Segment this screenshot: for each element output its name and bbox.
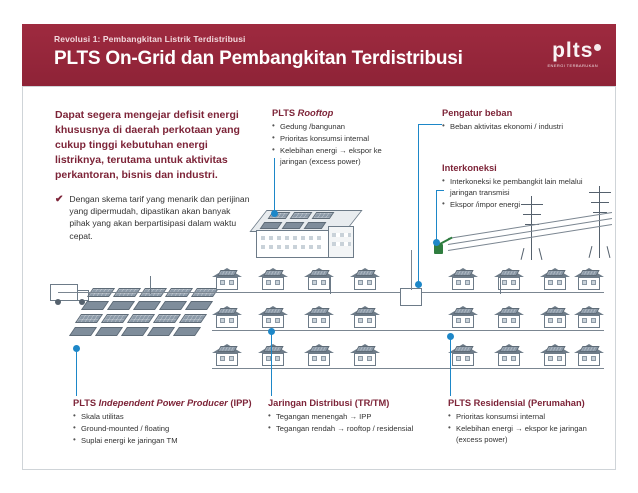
house-window: [591, 356, 596, 361]
leader-line-pengatur-beban-h: [418, 124, 442, 125]
leader-line-interkoneksi: [436, 190, 437, 242]
solar-panel: [263, 308, 283, 314]
callout-title: PLTS Residensial (Perumahan): [448, 398, 585, 408]
solar-panel: [81, 301, 109, 310]
solar-panel: [579, 346, 599, 352]
solar-panel: [499, 308, 519, 314]
house-window: [358, 356, 363, 361]
tower-crossarm: [591, 202, 609, 203]
house-window: [548, 280, 553, 285]
house-window: [321, 280, 326, 285]
tower-leg: [589, 246, 593, 258]
solar-panel: [185, 301, 213, 310]
house-unit: [258, 344, 288, 370]
list-item: • Kelebihan energi → ekspor ke jaringan (excess power): [272, 145, 402, 167]
solar-panel: [579, 308, 599, 314]
callout-plts-residensial: [448, 398, 614, 446]
house-window: [591, 280, 596, 285]
house-unit: [540, 268, 570, 294]
leader-line-residensial: [450, 336, 451, 396]
list-item: • Prioritas konsumsi internal: [272, 133, 402, 144]
house-window: [220, 318, 225, 323]
house-window: [502, 356, 507, 361]
house-unit: [494, 344, 524, 370]
solar-panel: [121, 327, 149, 336]
solar-panel: [159, 301, 187, 310]
intro-check-text: Dengan skema tarif yang menarik dan perijinan yang dipermudah, dipastikan akan banyak pihak yang akan berpartisipasi dalam waktu cepat.: [69, 193, 250, 241]
callout-title-italic: Rooftop: [297, 108, 334, 118]
utility-pole: [500, 276, 501, 294]
house-window: [358, 280, 363, 285]
house-window: [220, 280, 225, 285]
solar-panel: [217, 270, 237, 276]
solar-panel: [453, 270, 473, 276]
solar-panel: [133, 301, 161, 310]
solar-panel: [355, 308, 375, 314]
solar-panel: [101, 314, 129, 323]
house-unit: [540, 344, 570, 370]
list-item: • Tegangan rendah → rooftop / residensial: [268, 423, 438, 434]
solar-panel: [217, 346, 237, 352]
logo-wordmark: plts: [552, 39, 594, 62]
leader-dot-residensial: [447, 333, 454, 340]
callout-list: [442, 176, 592, 210]
house-window: [502, 280, 507, 285]
house-unit: [574, 344, 604, 370]
tower-mast: [599, 186, 600, 258]
house-unit: [304, 306, 334, 332]
house-unit: [574, 306, 604, 332]
callout-pengatur-beban: [442, 108, 592, 133]
tower-mast: [531, 196, 532, 260]
list-item: • Ground-mounted / floating: [73, 423, 243, 434]
callout-title: Jaringan Distribusi (TR/TM): [268, 398, 390, 408]
leader-dot-jaringan: [268, 328, 275, 335]
house-window: [456, 318, 461, 323]
callout-title-plain: PLTS: [272, 108, 298, 118]
utility-pole: [150, 276, 151, 294]
house-window: [275, 356, 280, 361]
solar-panel: [263, 270, 283, 276]
house-window: [312, 318, 317, 323]
house-window: [548, 318, 553, 323]
house-unit: [448, 344, 478, 370]
callout-list: [442, 121, 592, 132]
house-window: [557, 318, 562, 323]
list-item: • Beban aktivitas ekonomi / industri: [442, 121, 592, 132]
house-window: [456, 356, 461, 361]
solar-panel: [453, 308, 473, 314]
house-unit: [258, 268, 288, 294]
house-window: [591, 318, 596, 323]
house-window: [465, 318, 470, 323]
tower-crossarm: [523, 214, 541, 215]
solar-panel: [355, 270, 375, 276]
leader-dot-rooftop: [271, 210, 278, 217]
callout-title: [73, 398, 252, 408]
house-window: [229, 356, 234, 361]
house-window: [502, 318, 507, 323]
house-window: [456, 280, 461, 285]
callout-title-italic: Independent Power Producer: [98, 398, 228, 408]
house-window: [582, 280, 587, 285]
callout-title: Interkoneksi: [442, 163, 497, 173]
callout-title-tail: (IPP): [227, 398, 252, 408]
house-window: [511, 356, 516, 361]
house-unit: [212, 268, 242, 294]
tower-leg: [521, 248, 525, 260]
solar-panel: [545, 346, 565, 352]
solar-panel: [545, 270, 565, 276]
house-window: [465, 356, 470, 361]
house-unit: [448, 306, 478, 332]
leader-line-rooftop: [274, 158, 275, 214]
leader-dot-pengatur-beban: [415, 281, 422, 288]
house-window: [229, 318, 234, 323]
substation-riser: [411, 250, 412, 290]
callout-list: [448, 411, 614, 445]
house-window: [266, 318, 271, 323]
solar-panel: [75, 314, 103, 323]
list-item: • Tegangan menengah → IPP: [268, 411, 438, 422]
callout-plts-ipp: [73, 398, 252, 447]
intro-text-block: [55, 108, 251, 242]
tower-crossarm: [521, 204, 543, 205]
house-window: [312, 280, 317, 285]
house-window: [557, 280, 562, 285]
solar-panel: [107, 301, 135, 310]
house-window: [367, 318, 372, 323]
solar-panel: [355, 346, 375, 352]
solar-panel: [309, 346, 329, 352]
house-unit: [212, 306, 242, 332]
solar-panel: [309, 308, 329, 314]
house-window: [367, 356, 372, 361]
solar-panel: [127, 314, 155, 323]
house-window: [582, 318, 587, 323]
house-window: [321, 356, 326, 361]
list-item: • Suplai energi ke jaringan TM: [73, 435, 243, 446]
house-unit: [494, 306, 524, 332]
check-icon: ✔: [55, 193, 64, 205]
house-unit: [574, 268, 604, 294]
tower-leg: [607, 246, 611, 258]
solar-panel: [499, 346, 519, 352]
solar-panel: [95, 327, 123, 336]
house-unit: [212, 344, 242, 370]
building-facade: [256, 230, 330, 258]
solar-panel: [179, 314, 207, 323]
tower-leg: [539, 248, 543, 260]
solar-panel: [309, 270, 329, 276]
list-item: • Skala utilitas: [73, 411, 243, 422]
house-window: [321, 318, 326, 323]
house-window: [358, 318, 363, 323]
page-title: PLTS On-Grid dan Pembangkitan Terdistribusi: [54, 48, 463, 69]
house-window: [275, 280, 280, 285]
solar-panel: [499, 270, 519, 276]
solar-panel: [453, 346, 473, 352]
brand-logo: [547, 40, 598, 68]
list-item: • Prioritas konsumsi internal: [448, 411, 614, 422]
house-window: [548, 356, 553, 361]
callout-list: [268, 411, 438, 434]
house-unit: [304, 344, 334, 370]
house-unit: [448, 268, 478, 294]
house-unit: [350, 306, 380, 332]
leader-line-ipp: [76, 348, 77, 396]
house-window: [312, 356, 317, 361]
logo-tagline: ENERGI TERBARUKAN: [547, 63, 598, 68]
callout-list: [272, 121, 402, 167]
house-window: [229, 280, 234, 285]
house-unit: [540, 306, 570, 332]
solar-panel: [69, 327, 97, 336]
leader-line-jaringan: [271, 332, 272, 396]
callout-jaringan-distribusi: [268, 398, 438, 435]
house-unit: [494, 268, 524, 294]
solar-panel: [579, 270, 599, 276]
house-window: [275, 318, 280, 323]
solar-panel: [153, 314, 181, 323]
house-window: [511, 280, 516, 285]
solar-panel: [217, 308, 237, 314]
house-unit: [350, 344, 380, 370]
house-window: [582, 356, 587, 361]
leader-line-pengatur-beban: [418, 124, 419, 284]
list-item: • Interkoneksi ke pembangkit lain melalui jaringan transmisi: [442, 176, 592, 198]
house-unit: [350, 268, 380, 294]
house-window: [220, 356, 225, 361]
list-item: • Gedung /bangunan: [272, 121, 402, 132]
house-window: [511, 318, 516, 323]
window-row: [332, 233, 351, 237]
header-eyebrow: Revolusi 1: Pembangkitan Listrik Terdistribusi: [54, 34, 246, 44]
house-window: [465, 280, 470, 285]
house-window: [557, 356, 562, 361]
callout-plts-rooftop: [272, 108, 402, 168]
callout-title: Pengatur beban: [442, 108, 513, 118]
solar-panel: [263, 346, 283, 352]
tower-crossarm: [589, 192, 611, 193]
window-row: [261, 245, 325, 249]
window-row: [261, 236, 325, 240]
solar-panel: [173, 327, 201, 336]
window-row: [332, 242, 351, 246]
leader-dot-interkoneksi: [433, 239, 440, 246]
list-item: • Kelebihan energi → ekspor ke jaringan (excess power): [448, 423, 614, 445]
illustration-rooftop-building: [248, 200, 368, 262]
intro-lead: Dapat segera mengejar defisit energi khususnya di daerah perkotaan yang cukup tinggi kebutuhan energi listriknya, terutama untuk aktivitas perkantoran, bisnis dan industri.: [55, 109, 240, 181]
truck-wheel: [55, 299, 61, 305]
transmission-tower: [520, 196, 544, 260]
callout-title-plain: PLTS: [73, 398, 99, 408]
callout-title: [272, 108, 402, 118]
list-item: • Ekspor /impor energi: [442, 199, 592, 210]
intro-check-row: [55, 193, 251, 243]
callout-list: [73, 411, 243, 446]
leader-dot-ipp: [73, 345, 80, 352]
slide-header: [22, 24, 616, 86]
solar-panel: [545, 308, 565, 314]
building-wing: [328, 226, 354, 258]
substation-box: [400, 288, 422, 306]
solar-panel: [147, 327, 175, 336]
callout-interkoneksi: [442, 163, 592, 211]
house-window: [367, 280, 372, 285]
utility-pole: [330, 276, 331, 294]
house-window: [266, 280, 271, 285]
